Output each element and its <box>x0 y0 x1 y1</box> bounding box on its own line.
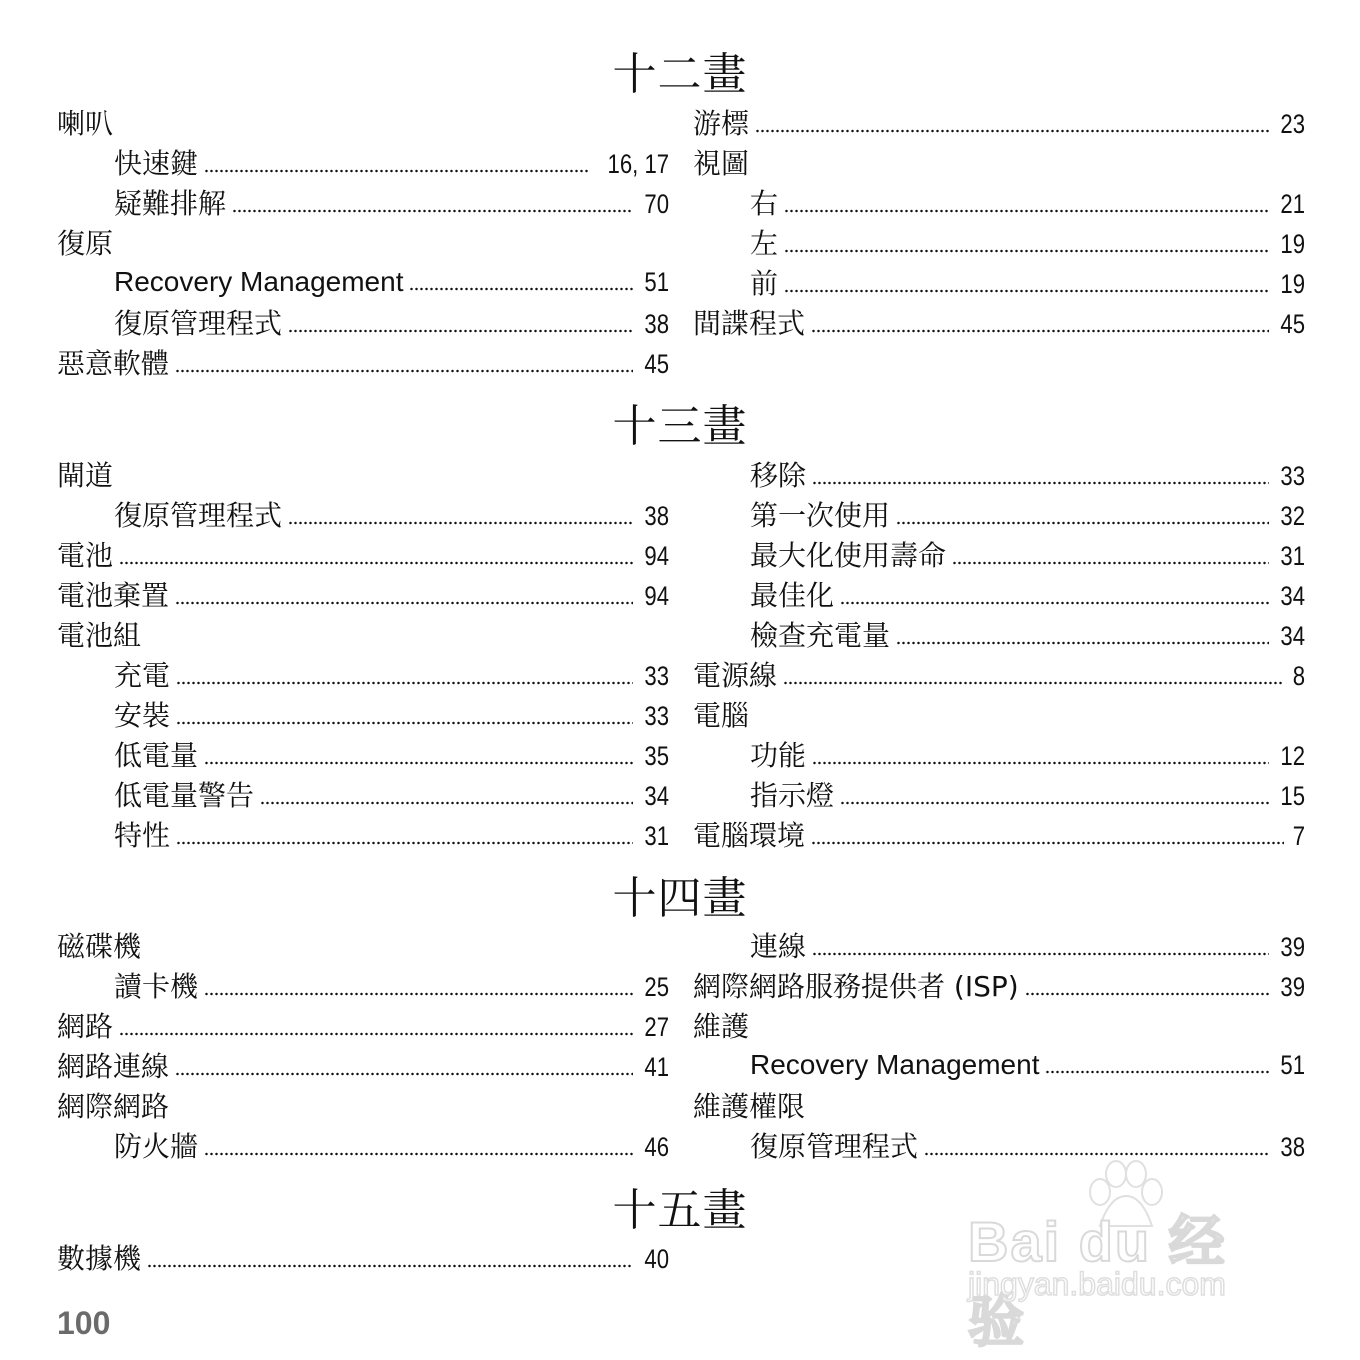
page-ref: 33 <box>644 661 669 691</box>
entry-label: 安裝 <box>114 699 171 732</box>
entry-label: 檢查充電量 <box>750 619 891 652</box>
page-ref: 40 <box>644 1244 669 1274</box>
entry-label: 電腦 <box>693 699 750 732</box>
dot-leader <box>147 1264 633 1268</box>
entry-label: 最佳化 <box>750 579 835 612</box>
entry-label: 右 <box>750 187 779 220</box>
entry-label: 疑難排解 <box>114 187 227 220</box>
index-subentry <box>114 302 669 342</box>
index-entry <box>57 574 669 614</box>
index-subentry <box>750 494 1305 534</box>
entry-label: 讀卡機 <box>114 970 199 1003</box>
dot-leader <box>1025 992 1269 996</box>
page-ref: 46 <box>644 1132 669 1162</box>
entry-label: 電池棄置 <box>57 579 170 612</box>
dot-leader <box>1045 1070 1268 1074</box>
entry-label: 復原管理程式 <box>114 499 283 532</box>
entry-label: Recovery Management <box>114 266 404 297</box>
index-subentry <box>114 814 669 854</box>
index-subentry <box>750 454 1305 494</box>
page-ref: 51 <box>644 267 669 297</box>
index-subentry <box>750 182 1305 222</box>
page-ref: 34 <box>1280 581 1305 611</box>
dot-leader <box>260 801 633 805</box>
dot-leader <box>175 1072 633 1076</box>
dot-leader <box>288 521 633 525</box>
entry-label: 維護權限 <box>693 1090 806 1123</box>
dot-leader <box>840 601 1269 605</box>
entry-label: 快速鍵 <box>114 147 199 180</box>
index-subentry <box>114 654 669 694</box>
page-number: 100 <box>57 1305 111 1341</box>
index-entry <box>693 654 1305 694</box>
page-ref: 23 <box>1280 109 1305 139</box>
index-subentry <box>750 222 1305 262</box>
dot-leader <box>896 521 1269 525</box>
entry-label: 特性 <box>114 819 171 852</box>
section-heading-14-strokes: 十四畫 <box>612 873 748 924</box>
entry-label: 電池組 <box>57 619 142 652</box>
dot-leader <box>176 721 633 725</box>
page-ref: 8 <box>1292 661 1305 691</box>
section-heading-15-strokes: 十五畫 <box>612 1185 748 1236</box>
watermark-brand: Bai du 经验 <box>968 1210 1227 1353</box>
dot-leader <box>204 761 633 765</box>
dot-leader <box>812 952 1269 956</box>
index-entry <box>693 102 1305 142</box>
entry-label: 復原管理程式 <box>750 1130 919 1163</box>
index-entry <box>57 1045 669 1085</box>
index-entry <box>57 1085 169 1125</box>
dot-leader <box>783 681 1284 685</box>
dot-leader <box>755 129 1269 133</box>
dot-leader <box>204 992 633 996</box>
index-entry <box>693 965 1305 1005</box>
entry-label: 間諜程式 <box>693 307 806 340</box>
dot-leader <box>811 841 1284 845</box>
index-entry <box>57 614 141 654</box>
entry-label: 防火牆 <box>114 1130 199 1163</box>
entry-label: Recovery Management <box>750 1049 1040 1080</box>
dot-leader <box>812 761 1269 765</box>
page-ref: 38 <box>644 501 669 531</box>
page-ref: 39 <box>1280 972 1305 1002</box>
index-entry <box>693 1005 749 1045</box>
page-ref: 19 <box>1280 229 1305 259</box>
page-ref: 27 <box>644 1012 669 1042</box>
dot-leader <box>784 289 1269 293</box>
index-entry <box>57 925 141 965</box>
index-subentry <box>114 260 669 300</box>
page-ref: 16, 17 <box>607 149 669 179</box>
dot-leader <box>119 561 633 565</box>
dot-leader <box>119 1032 633 1036</box>
page-ref: 51 <box>1280 1050 1305 1080</box>
page-ref: 41 <box>644 1052 669 1082</box>
page-ref: 15 <box>1280 781 1305 811</box>
entry-label: 網際網路 <box>57 1090 170 1123</box>
dot-leader <box>204 169 588 173</box>
dot-leader <box>811 329 1269 333</box>
entry-label: 游標 <box>693 107 750 140</box>
index-entry <box>693 814 1305 854</box>
page-ref: 21 <box>1280 189 1305 219</box>
index-subentry <box>750 574 1305 614</box>
index-entry <box>57 534 669 574</box>
baidu-watermark <box>960 1158 1280 1353</box>
entry-label: 數據機 <box>57 1242 142 1275</box>
index-subentry <box>114 142 669 182</box>
page-ref: 34 <box>1280 621 1305 651</box>
index-subentry <box>114 182 669 222</box>
page-ref: 45 <box>644 349 669 379</box>
dot-leader <box>175 601 633 605</box>
entry-label: 低電量 <box>114 739 199 772</box>
index-subentry <box>750 925 1305 965</box>
index-subentry <box>114 694 669 734</box>
dot-leader <box>175 369 633 373</box>
page-ref: 33 <box>644 701 669 731</box>
dot-leader <box>204 1152 633 1156</box>
index-entry <box>693 694 749 734</box>
page-ref: 31 <box>1280 541 1305 571</box>
index-entry <box>57 1005 669 1045</box>
dot-leader <box>784 209 1269 213</box>
page-ref: 12 <box>1280 741 1305 771</box>
entry-label: 連線 <box>750 930 807 963</box>
dot-leader <box>232 209 633 213</box>
entry-label: 功能 <box>750 739 807 772</box>
index-subentry <box>114 734 669 774</box>
page-ref: 39 <box>1280 932 1305 962</box>
entry-label: 低電量警告 <box>114 779 255 812</box>
index-subentry <box>750 734 1305 774</box>
index-entry <box>57 102 113 142</box>
page-ref: 32 <box>1280 501 1305 531</box>
index-subentry <box>114 494 669 534</box>
page-ref: 70 <box>644 189 669 219</box>
entry-label: 網路 <box>57 1010 114 1043</box>
page-ref: 31 <box>644 821 669 851</box>
entry-label: 充電 <box>114 659 171 692</box>
index-subentry <box>114 774 669 814</box>
index-subentry <box>114 1125 669 1165</box>
entry-label: 電池 <box>57 539 114 572</box>
section-heading-13-strokes: 十三畫 <box>612 401 748 452</box>
entry-label: 維護 <box>693 1010 750 1043</box>
dot-leader <box>812 481 1269 485</box>
dot-leader <box>288 329 633 333</box>
index-entry <box>693 302 1305 342</box>
watermark-url: jingyan.baidu.com <box>968 1266 1226 1302</box>
index-entry <box>57 1237 669 1277</box>
entry-label: 網際網路服務提供者 (ISP) <box>693 970 1019 1003</box>
index-entry <box>57 222 113 262</box>
page-ref: 19 <box>1280 269 1305 299</box>
dot-leader <box>176 681 633 685</box>
page-ref: 7 <box>1292 821 1305 851</box>
dot-leader <box>952 561 1269 565</box>
entry-label: 視圖 <box>693 147 750 180</box>
entry-label: 最大化使用壽命 <box>750 539 947 572</box>
page-ref: 34 <box>644 781 669 811</box>
dot-leader <box>924 1152 1269 1156</box>
entry-label: 惡意軟體 <box>57 347 170 380</box>
page-ref: 38 <box>644 309 669 339</box>
index-subentry <box>750 614 1305 654</box>
page-ref: 94 <box>644 541 669 571</box>
index-subentry <box>750 1043 1305 1083</box>
dot-leader <box>896 641 1269 645</box>
index-subentry <box>114 965 669 1005</box>
index-entry <box>693 142 749 182</box>
entry-label: 磁碟機 <box>57 930 142 963</box>
entry-label: 閘道 <box>57 459 114 492</box>
page-ref: 38 <box>1280 1132 1305 1162</box>
entry-label: 電源線 <box>693 659 778 692</box>
entry-label: 指示燈 <box>750 779 835 812</box>
entry-label: 電腦環境 <box>693 819 806 852</box>
entry-label: 復原 <box>57 227 114 260</box>
page-ref: 45 <box>1280 309 1305 339</box>
index-entry <box>693 1085 805 1125</box>
index-subentry <box>750 534 1305 574</box>
entry-label: 第一次使用 <box>750 499 891 532</box>
page-ref: 33 <box>1280 461 1305 491</box>
dot-leader <box>176 841 633 845</box>
page-ref: 94 <box>644 581 669 611</box>
entry-label: 左 <box>750 227 779 260</box>
section-heading-12-strokes: 十二畫 <box>612 49 748 100</box>
dot-leader <box>840 801 1269 805</box>
entry-label: 喇叭 <box>57 107 114 140</box>
page-ref: 35 <box>644 741 669 771</box>
dot-leader <box>409 287 632 291</box>
index-entry <box>57 342 669 382</box>
entry-label: 網路連線 <box>57 1050 170 1083</box>
entry-label: 前 <box>750 267 779 300</box>
entry-label: 移除 <box>750 459 807 492</box>
index-subentry <box>750 774 1305 814</box>
index-entry <box>57 454 113 494</box>
page-ref: 25 <box>644 972 669 1002</box>
index-subentry <box>750 262 1305 302</box>
dot-leader <box>784 249 1269 253</box>
entry-label: 復原管理程式 <box>114 307 283 340</box>
